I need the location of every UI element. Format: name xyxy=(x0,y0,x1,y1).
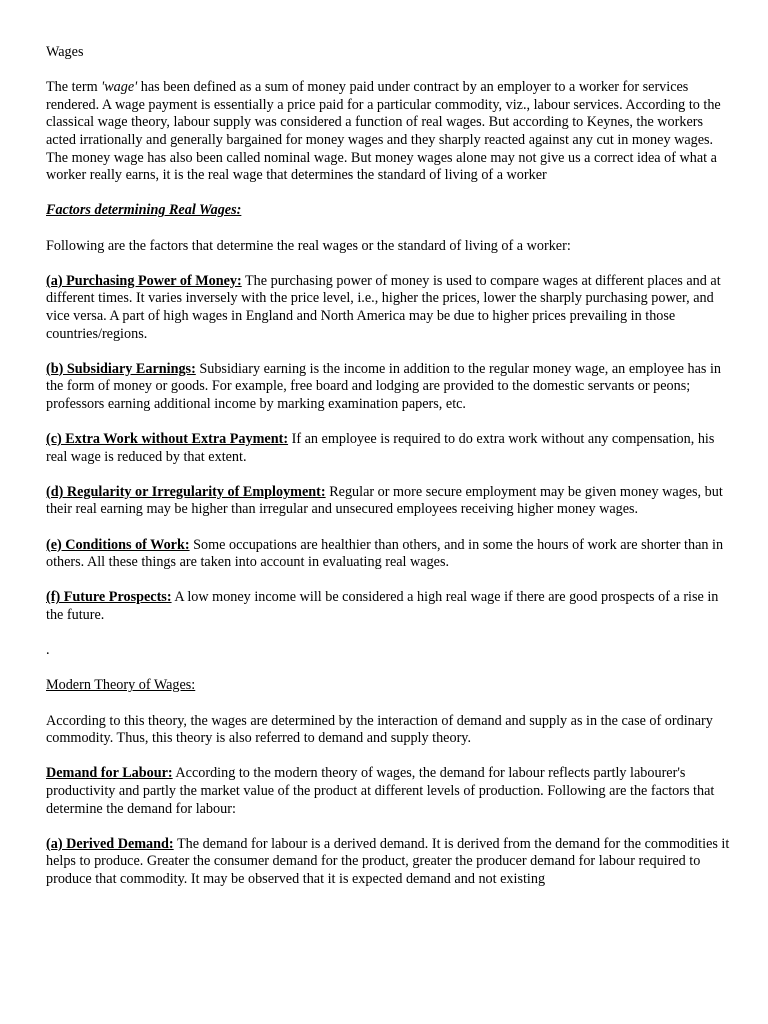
factor-label: (b) Subsidiary Earnings: xyxy=(46,360,196,377)
intro-before-term: The term xyxy=(46,79,102,96)
factor-text: The purchasing power of money is used to compare wages at different places and at different times. It varies inversely with the price level, i.e., higher the prices, lower the sharply purchasing power, and vice versa. A part of high wages in England and North America may be due to higher prices prevailing in those countries/regions. xyxy=(46,272,721,342)
intro-paragraph xyxy=(46,79,736,185)
derived-demand-paragraph xyxy=(46,836,736,889)
factor-text: If an employee is required to do extra work without any compensation, his real wage is reduced by that extent. xyxy=(46,431,715,465)
factor-paragraph xyxy=(46,273,736,343)
factor-label: (e) Conditions of Work: xyxy=(46,536,190,553)
factors-heading: Factors determining Real Wages: xyxy=(46,202,242,219)
document-title: Wages xyxy=(46,44,84,60)
factor-label: (c) Extra Work without Extra Payment: xyxy=(46,431,289,448)
factor-paragraph xyxy=(46,589,736,624)
demand-label: Demand for Labour: xyxy=(46,765,173,782)
factor-text: Subsidiary earning is the income in addition to the regular money wage, an employee has in the form of money or goods. For example, free board and lodging are provided to the domestic servants or peons; professors earning additional income by marking examination papers, etc. xyxy=(46,360,722,412)
intro-after-term: has been defined as a sum of money paid under contract by an employer to a worker for services rendered. A wage payment is essentially a price paid for a particular commodity, viz., labour services. According to the classical wage theory, labour supply was considered a function of real wages. But according to Keynes, the workers acted irrationally and generally bargained for money wages and they sharply reacted against any cut in money wages. The money wage has also been called nominal wage. But money wages alone may not give us a correct idea of what a worker really earns, it is the real wage that determines the standard of living of a worker xyxy=(46,79,721,184)
factor-paragraph xyxy=(46,537,736,572)
derived-demand-text: The demand for labour is a derived demand. It is derived from the demand for the commodities it helps to produce. Greater the consumer demand for the product, greater the producer demand for labour required to produce that commodity. It may be observed that it is expected demand and not existing xyxy=(46,835,730,887)
factor-paragraph xyxy=(46,361,736,414)
derived-demand-label: (a) Derived Demand: xyxy=(46,835,174,852)
factor-paragraph xyxy=(46,431,736,466)
demand-text: According to the modern theory of wages, the demand for labour reflects partly labourer's productivity and partly the market value of the product at different levels of production. Following are the factors that determine the demand for labour: xyxy=(46,765,715,817)
factor-text: A low money income will be considered a high real wage if there are good prospects of a rise in the future. xyxy=(46,589,719,623)
factor-label: (d) Regularity or Irregularity of Employment: xyxy=(46,483,326,500)
modern-theory-heading: Modern Theory of Wages: xyxy=(46,677,196,694)
modern-theory-intro: According to this theory, the wages are determined by the interaction of demand and supply as in the case of ordinary commodity. Thus, this theory is also referred to demand and supply theory. xyxy=(46,712,713,747)
factor-text: Some occupations are healthier than others, and in some the hours of work are shorter than in others. All these things are taken into account in evaluating real wages. xyxy=(46,536,724,571)
factor-text: Regular or more secure employment may be given money wages, but their real earning may be higher than irregular and unsecured employees receiving higher money wages. xyxy=(46,483,723,518)
factor-label: (f) Future Prospects: xyxy=(46,589,172,606)
demand-paragraph xyxy=(46,765,736,818)
document-page xyxy=(46,44,736,906)
factors-intro: Following are the factors that determine the real wages or the standard of living of a worker: xyxy=(46,237,571,254)
factor-label: (a) Purchasing Power of Money: xyxy=(46,272,242,289)
factor-paragraph xyxy=(46,484,736,519)
intro-term: 'wage' xyxy=(101,79,138,96)
separator-dot: . xyxy=(46,642,50,659)
